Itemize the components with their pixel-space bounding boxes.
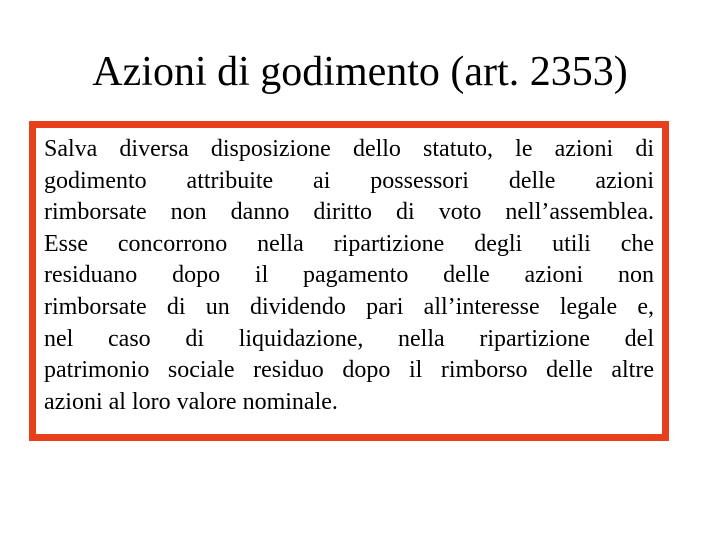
body-line: Esse concorrono nella ripartizione degli utili che xyxy=(44,230,654,257)
body-line: rimborsate di un dividendo pari all’interesse legale e, xyxy=(44,293,654,320)
body-line: Salva diversa disposizione dello statuto, le azioni di xyxy=(44,136,654,162)
body-paragraph xyxy=(44,134,654,418)
text-box xyxy=(29,121,669,441)
body-line: azioni al loro valore nominale. xyxy=(44,388,338,415)
body-line: nel caso di liquidazione, nella ripartizione del xyxy=(44,325,654,352)
body-line: rimborsate non danno diritto di voto nell’assemblea. xyxy=(44,199,654,226)
body-line: residuano dopo il pagamento delle azioni non xyxy=(44,262,654,289)
slide-title: Azioni di godimento (art. 2353) xyxy=(92,49,628,95)
body-line: patrimonio sociale residuo dopo il rimborso delle altre xyxy=(44,357,654,384)
body-line: godimento attribuite ai possessori delle azioni xyxy=(44,167,654,194)
